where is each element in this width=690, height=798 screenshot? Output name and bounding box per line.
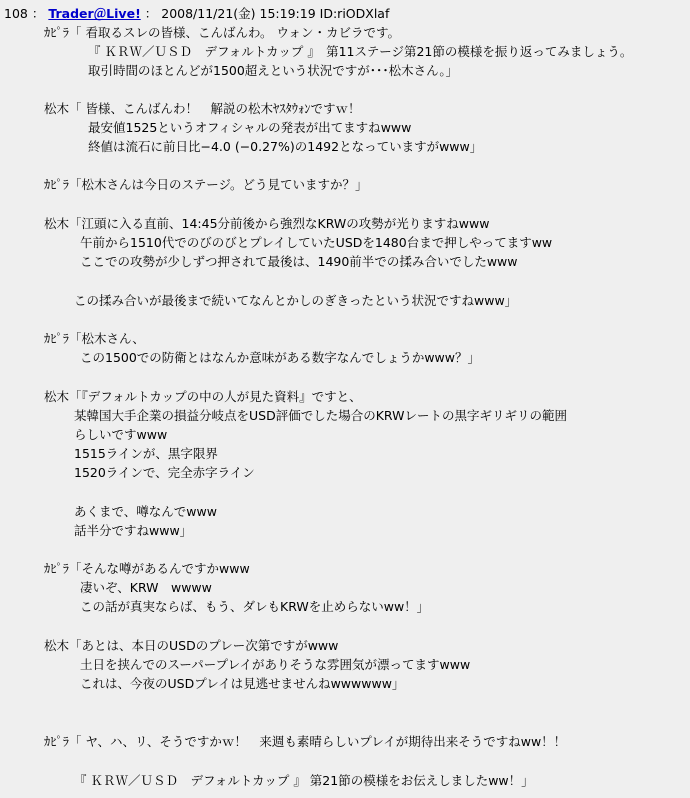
body-line: 松木「 皆様、こんばんわ！ 解説の松木ﾔｽﾀｳｫﾝですｗ！ [44,101,361,116]
post-number: 108 [4,6,28,21]
body-line: 午前から1510代でのびのびとプレイしていたUSDを1480台まで押しやってますww [80,235,553,250]
body-line: 某韓国大手企業の損益分岐点をUSD評価でした場合のKRWレートの黒字ギリギリの範囲 [74,408,567,423]
body-line: 凄いぞ、KRW wwww [80,580,212,595]
body-line: この話が真実ならば、もう、ダレもKRWを止めらないww！」 [80,599,430,614]
body-line: 1520ラインで、完全赤字ライン [74,465,255,480]
body-line: 話半分ですねwww」 [74,523,193,538]
body-line: ｶﾋﾟﾗ「松木さんは今日のステージ。どう見ていますか？」 [44,177,368,192]
body-line: 『 ＫＲＷ／ＵＳＤ デフォルトカップ 』 第11ステージ第21節の模様を振り返ってみましょう。 [88,44,633,59]
body-line: 1515ラインが、黒字限界 [74,446,218,461]
body-line: ｶﾋﾟﾗ「松木さん、 [44,331,145,346]
poster-id: ID:riODXlaf [319,6,390,21]
body-line: 土日を挟んでのスーパープレイがありそうな雰囲気が漂ってますwww [80,657,471,672]
body-line: 取引時間のほとんどが1500超えという状況ですが･･･松木さん。」 [88,63,459,78]
body-line: ｶﾋﾟﾗ「そんな噂があるんですかwww [44,561,250,576]
body-line: らしいですwww [74,427,168,442]
post-header [4,4,389,23]
name-separator: ： [144,6,158,21]
body-line: 最安値1525というオフィシャルの発表が出てますねwww [88,120,412,135]
post-datetime: 2008/11/21(金) 15:19:19 [161,6,316,21]
body-line: あくまで、噂なんでwww [74,504,217,519]
body-line: 終値は流石に前日比−4.0 (−0.27%)の1492となっていますがwww」 [88,139,483,154]
body-line: 松木「『デフォルトカップの中の人が見た資料』ですと、 [44,389,362,404]
body-line: 『 ＫＲＷ／ＵＳＤ デフォルトカップ 』 第21節の模様をお伝えしましたww！」 [74,773,534,788]
body-line: ここでの攻勢が少しずつ押されて最後は、1490前半での揉み合いでしたwww [80,254,518,269]
body-line: ｶﾋﾟﾗ「 ヤ、ハ、リ、そうですかｗ！ 来週も素晴らしいプレイが期待出来そうですねww！！ [44,734,567,749]
number-separator: ： [31,6,45,21]
body-line: これは、今夜のUSDプレイは見逃せませんねwwwwww」 [80,676,405,691]
poster-name-link[interactable]: Trader＠Live! [48,6,141,21]
body-line: 松木「あとは、本日のUSDのプレー次第ですがwww [44,638,339,653]
body-line: ｶﾋﾟﾗ「 看取るスレの皆様、こんばんわ。 ウォン・カビラです。 [44,25,400,40]
body-line: この1500での防衛とはなんか意味がある数字なんでしょうかwww？」 [80,350,480,365]
body-line: この揉み合いが最後まで続いてなんとかしのぎきったという状況ですねwww」 [74,293,518,308]
body-line: 松木「江頭に入る直前、14:45分前後から強烈なKRWの攻勢が光りますねwww [44,216,490,231]
